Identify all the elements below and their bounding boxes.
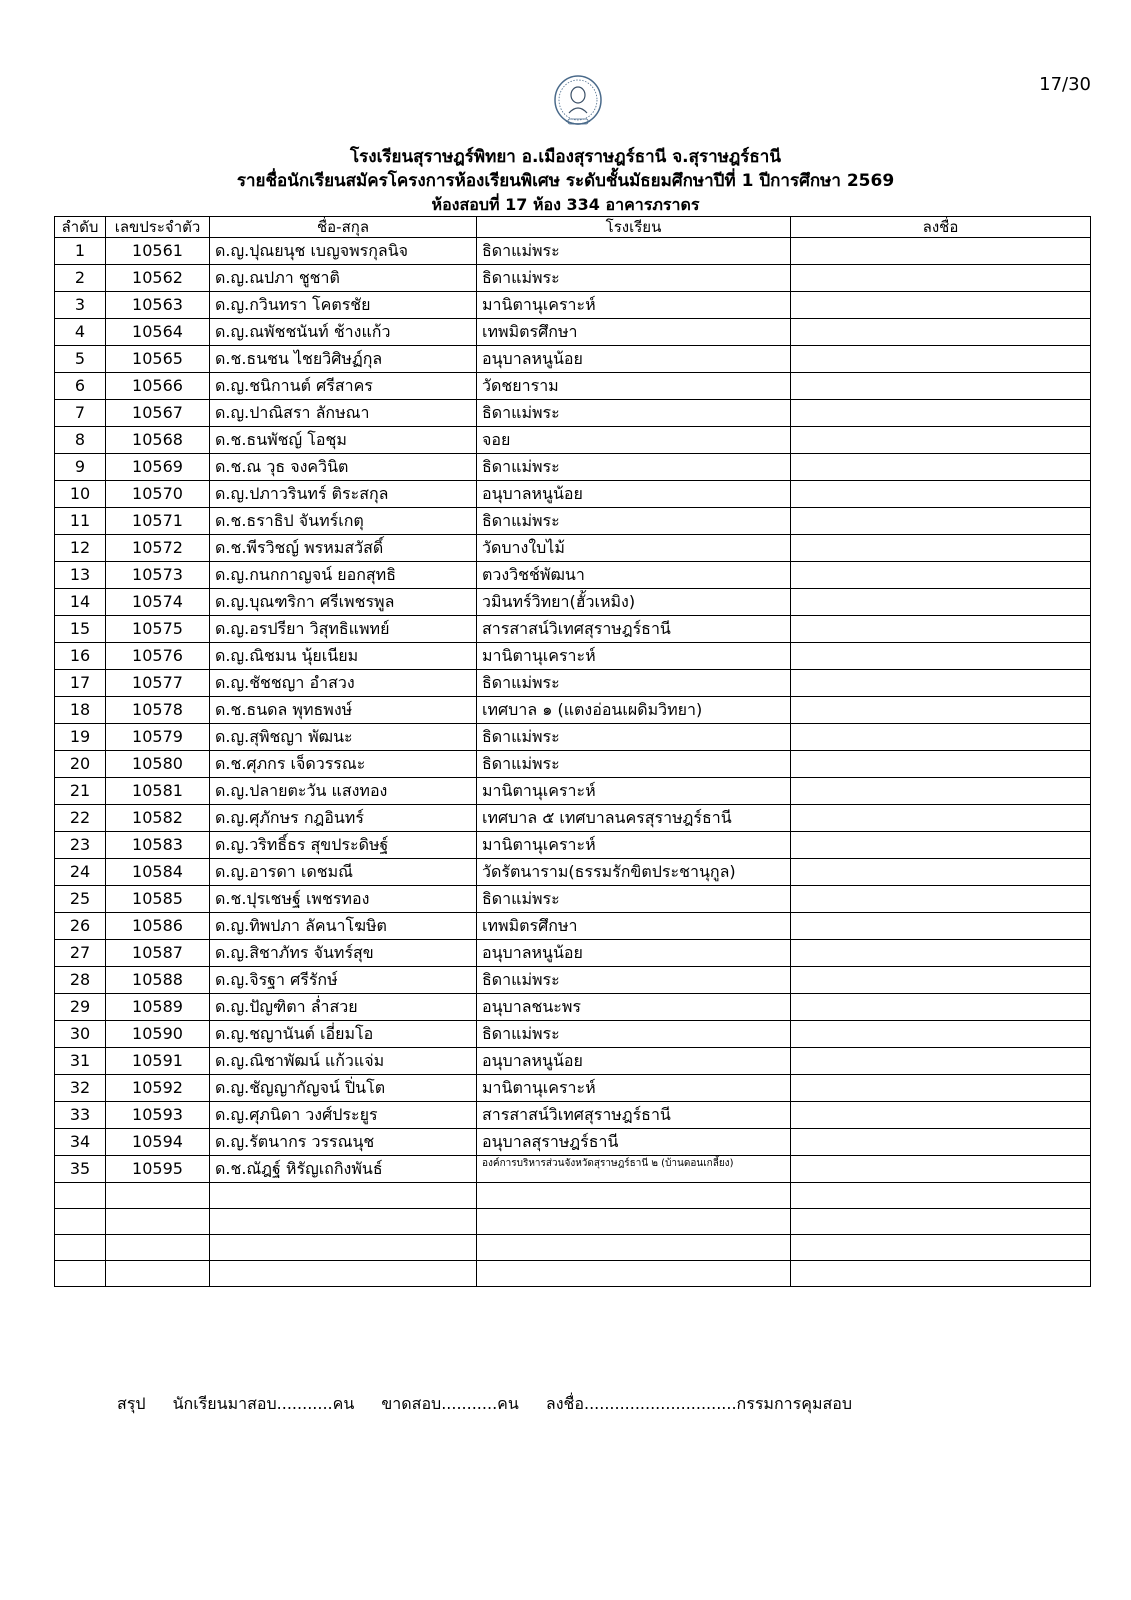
row-number: 16 (55, 643, 106, 670)
school-name: อนุบาลชนะพร (477, 994, 791, 1021)
row-number: 9 (55, 454, 106, 481)
student-id: 10561 (106, 238, 210, 265)
school-name: อนุบาลสุราษฎร์ธานี (477, 1129, 791, 1156)
student-name: ด.ญ.วริทธิ์ธร สุขประดิษฐ์ (210, 832, 477, 859)
student-id: 10565 (106, 346, 210, 373)
school-name: อนุบาลหนูน้อย (477, 481, 791, 508)
student-id: 10593 (106, 1102, 210, 1129)
signature-cell (791, 724, 1091, 751)
row-number: 10 (55, 481, 106, 508)
student-name (210, 1235, 477, 1261)
table-row (55, 319, 1091, 346)
row-number: 13 (55, 562, 106, 589)
signature-cell (791, 886, 1091, 913)
student-name: ด.ช.ปุรเชษฐ์ เพชรทอง (210, 886, 477, 913)
student-name: ด.ช.ธนชน ไชยวิศิษฏ์กุล (210, 346, 477, 373)
school-name: ธิดาแม่พระ (477, 751, 791, 778)
student-id: 10567 (106, 400, 210, 427)
student-name: ด.ญ.บุณฑริกา ศรีเพชรพูล (210, 589, 477, 616)
student-id: 10574 (106, 589, 210, 616)
school-name: สารสาสน์วิเทศสุราษฎร์ธานี (477, 1102, 791, 1129)
table-row (55, 589, 1091, 616)
student-name: ด.ญ.ปภาวรินทร์ ติระสกุล (210, 481, 477, 508)
student-id: 10577 (106, 670, 210, 697)
row-number: 32 (55, 1075, 106, 1102)
signature-cell (791, 319, 1091, 346)
student-id: 10582 (106, 805, 210, 832)
table-row (55, 940, 1091, 967)
signature-cell (791, 994, 1091, 1021)
row-number: 31 (55, 1048, 106, 1075)
school-name: ธิดาแม่พระ (477, 265, 791, 292)
student-name: ด.ญ.ปาณิสรา ลักษณา (210, 400, 477, 427)
student-name: ด.ญ.อรปรียา วิสุทธิแพทย์ (210, 616, 477, 643)
student-id: 10570 (106, 481, 210, 508)
table-row (55, 913, 1091, 940)
table-row (55, 1021, 1091, 1048)
signature-cell (791, 967, 1091, 994)
signature-cell (791, 1129, 1091, 1156)
student-name: ด.ช.ธนพัชญ์ โอชุม (210, 427, 477, 454)
signature-cell (791, 1156, 1091, 1183)
signature-cell (791, 1021, 1091, 1048)
signature-cell (791, 778, 1091, 805)
header-signature: ลงชื่อ (791, 217, 1091, 238)
page-number: 17/30 (1039, 74, 1091, 95)
student-id: 10585 (106, 886, 210, 913)
row-number: 26 (55, 913, 106, 940)
row-number: 21 (55, 778, 106, 805)
signature-cell (791, 805, 1091, 832)
signature-cell (791, 616, 1091, 643)
signature-cell (791, 427, 1091, 454)
table-row (55, 670, 1091, 697)
student-id: 10579 (106, 724, 210, 751)
student-id (106, 1261, 210, 1287)
student-name: ด.ญ.ปัญฑิตา ล่ำสวย (210, 994, 477, 1021)
summary-absent: ขาดสอบ...........คน (381, 1394, 519, 1413)
signature-cell (791, 508, 1091, 535)
school-name: จอย (477, 427, 791, 454)
row-number: 23 (55, 832, 106, 859)
school-name: มานิตานุเคราะห์ (477, 292, 791, 319)
student-id (106, 1209, 210, 1235)
signature-cell (791, 1261, 1091, 1287)
student-id: 10588 (106, 967, 210, 994)
table-row (55, 1048, 1091, 1075)
row-number: 25 (55, 886, 106, 913)
student-name: ด.ญ.ปุณยนุช เบญจพรกุลนิจ (210, 238, 477, 265)
row-number: 2 (55, 265, 106, 292)
row-number: 24 (55, 859, 106, 886)
row-number: 3 (55, 292, 106, 319)
student-id: 10584 (106, 859, 210, 886)
row-number: 5 (55, 346, 106, 373)
student-name: ด.ญ.สุพิชญา พัฒนะ (210, 724, 477, 751)
signature-cell (791, 832, 1091, 859)
table-row (55, 778, 1091, 805)
signature-cell (791, 859, 1091, 886)
student-name: ด.ญ.ณิชาพัฒน์ แก้วแจ่ม (210, 1048, 477, 1075)
school-name: วัดบางใบไม้ (477, 535, 791, 562)
table-row (55, 643, 1091, 670)
school-name: วมินทร์วิทยา(ฮั้วเหมิง) (477, 589, 791, 616)
table-row (55, 616, 1091, 643)
exam-room-heading: ห้องสอบที่ 17 ห้อง 334 อาคารภราดร (431, 195, 700, 214)
student-id: 10594 (106, 1129, 210, 1156)
signature-cell (791, 562, 1091, 589)
signature-cell (791, 1075, 1091, 1102)
row-number: 27 (55, 940, 106, 967)
signature-cell (791, 751, 1091, 778)
student-name: ด.ญ.ณปภา ชูชาติ (210, 265, 477, 292)
table-row (55, 1129, 1091, 1156)
school-name: ธิดาแม่พระ (477, 967, 791, 994)
student-id: 10563 (106, 292, 210, 319)
student-id: 10569 (106, 454, 210, 481)
row-number: 4 (55, 319, 106, 346)
table-row (55, 535, 1091, 562)
school-name (477, 1235, 791, 1261)
student-name (210, 1261, 477, 1287)
student-name: ด.ญ.สิชาภัทร จันทร์สุข (210, 940, 477, 967)
row-number: 19 (55, 724, 106, 751)
student-id: 10595 (106, 1156, 210, 1183)
student-name: ด.ญ.กวินทรา โคตรชัย (210, 292, 477, 319)
student-name: ด.ญ.ณิชมน นุ้ยเนียม (210, 643, 477, 670)
summary-present: นักเรียนมาสอบ...........คน (172, 1394, 355, 1413)
signature-cell (791, 1235, 1091, 1261)
table-row (55, 994, 1091, 1021)
school-name: เทศบาล ๑ (แตงอ่อนเผดิมวิทยา) (477, 697, 791, 724)
table-row (55, 346, 1091, 373)
school-name: องค์การบริหารส่วนจังหวัดสุราษฎร์ธานี ๒ (บ้านดอนเกลี้ยง) (477, 1156, 791, 1183)
signature-cell (791, 913, 1091, 940)
row-number (55, 1209, 106, 1235)
student-name (210, 1209, 477, 1235)
school-name: ตวงวิชช์พัฒนา (477, 562, 791, 589)
table-row (55, 373, 1091, 400)
student-id: 10571 (106, 508, 210, 535)
student-name: ด.ช.พีรวิชญ์ พรหมสวัสดิ์ (210, 535, 477, 562)
student-name: ด.ช.ธนดล พุทธพงษ์ (210, 697, 477, 724)
row-number: 17 (55, 670, 106, 697)
signature-cell (791, 589, 1091, 616)
school-name-heading: โรงเรียนสุราษฎร์พิทยา อ.เมืองสุราษฎร์ธานี จ.สุราษฎร์ธานี (350, 147, 781, 167)
student-id: 10564 (106, 319, 210, 346)
signature-cell (791, 940, 1091, 967)
summary-proctor-sign: ลงชื่อ..............................กรรมการคุมสอบ (545, 1394, 853, 1413)
school-name: มานิตานุเคราะห์ (477, 1075, 791, 1102)
school-name (477, 1183, 791, 1209)
row-number: 11 (55, 508, 106, 535)
student-roster-table (54, 216, 1091, 1287)
table-row (55, 508, 1091, 535)
school-name: ธิดาแม่พระ (477, 508, 791, 535)
row-number: 15 (55, 616, 106, 643)
student-id: 10591 (106, 1048, 210, 1075)
table-row (55, 967, 1091, 994)
row-number: 22 (55, 805, 106, 832)
student-id: 10583 (106, 832, 210, 859)
header-student-id: เลขประจำตัว (106, 217, 210, 238)
signature-cell (791, 292, 1091, 319)
signature-cell (791, 265, 1091, 292)
student-name: ด.ญ.อารดา เดชมณี (210, 859, 477, 886)
student-name: ด.ญ.รัตนากร วรรณนุช (210, 1129, 477, 1156)
row-number (55, 1183, 106, 1209)
table-row (55, 427, 1091, 454)
header-name: ชื่อ-สกุล (210, 217, 477, 238)
signature-cell (791, 400, 1091, 427)
school-name: วัดรัตนาราม(ธรรมรักขิตประชานุกูล) (477, 859, 791, 886)
school-name: ธิดาแม่พระ (477, 724, 791, 751)
row-number: 29 (55, 994, 106, 1021)
student-name: ด.ญ.จิรฐา ศรีรักษ์ (210, 967, 477, 994)
table-row (55, 1075, 1091, 1102)
student-id: 10581 (106, 778, 210, 805)
school-name: อนุบาลหนูน้อย (477, 1048, 791, 1075)
table-row (55, 886, 1091, 913)
table-row (55, 1209, 1091, 1235)
signature-cell (791, 1048, 1091, 1075)
signature-cell (791, 238, 1091, 265)
student-name: ด.ช.ธราธิป จันทร์เกตุ (210, 508, 477, 535)
signature-cell (791, 670, 1091, 697)
school-name: ธิดาแม่พระ (477, 454, 791, 481)
school-name (477, 1261, 791, 1287)
school-name: ธิดาแม่พระ (477, 1021, 791, 1048)
student-id: 10576 (106, 643, 210, 670)
table-row (55, 751, 1091, 778)
school-name: มานิตานุเคราะห์ (477, 778, 791, 805)
school-name: ธิดาแม่พระ (477, 670, 791, 697)
student-id: 10578 (106, 697, 210, 724)
signature-cell (791, 697, 1091, 724)
student-id: 10590 (106, 1021, 210, 1048)
row-number: 33 (55, 1102, 106, 1129)
row-number: 34 (55, 1129, 106, 1156)
student-name: ด.ช.ศุภกร เจ็ดวรรณะ (210, 751, 477, 778)
student-name: ด.ญ.ชญานันต์ เอี่ยมโอ (210, 1021, 477, 1048)
signature-cell (791, 481, 1091, 508)
row-number: 6 (55, 373, 106, 400)
student-id: 10562 (106, 265, 210, 292)
header-no: ลำดับ (55, 217, 106, 238)
student-name: ด.ช.ณ วุธ จงควินิต (210, 454, 477, 481)
row-number: 1 (55, 238, 106, 265)
row-number: 7 (55, 400, 106, 427)
school-name: อนุบาลหนูน้อย (477, 940, 791, 967)
table-row (55, 265, 1091, 292)
student-name: ด.ญ.ศุภักษร กฎอินทร์ (210, 805, 477, 832)
student-id: 10580 (106, 751, 210, 778)
student-id: 10587 (106, 940, 210, 967)
table-header-row (55, 217, 1091, 238)
student-id: 10589 (106, 994, 210, 1021)
signature-cell (791, 643, 1091, 670)
table-row (55, 1183, 1091, 1209)
student-id (106, 1235, 210, 1261)
student-id: 10573 (106, 562, 210, 589)
signature-cell (791, 1102, 1091, 1129)
row-number (55, 1235, 106, 1261)
student-name: ด.ญ.ปลายตะวัน แสงทอง (210, 778, 477, 805)
table-row (55, 805, 1091, 832)
student-id: 10575 (106, 616, 210, 643)
student-name: ด.ญ.ชัชชญา อำสวง (210, 670, 477, 697)
student-name: ด.ญ.ชนิกานต์ ศรีสาคร (210, 373, 477, 400)
signature-cell (791, 535, 1091, 562)
student-name: ด.ช.ณัฎฐ์ หิรัญเถกิงพันธ์ (210, 1156, 477, 1183)
header-school: โรงเรียน (477, 217, 791, 238)
student-id: 10586 (106, 913, 210, 940)
signature-cell (791, 373, 1091, 400)
school-name: มานิตานุเคราะห์ (477, 832, 791, 859)
table-row (55, 1102, 1091, 1129)
student-name: ด.ญ.ศุภนิดา วงศ์ประยูร (210, 1102, 477, 1129)
table-row (55, 1261, 1091, 1287)
row-number (55, 1261, 106, 1287)
school-name: เทพมิตรศึกษา (477, 913, 791, 940)
signature-cell (791, 346, 1091, 373)
school-name: ธิดาแม่พระ (477, 886, 791, 913)
row-number: 28 (55, 967, 106, 994)
school-name: เทพมิตรศึกษา (477, 319, 791, 346)
table-row (55, 1156, 1091, 1183)
table-row (55, 562, 1091, 589)
student-id: 10568 (106, 427, 210, 454)
student-name: ด.ญ.ทิพปภา ลัคนาโฆษิต (210, 913, 477, 940)
school-name: ธิดาแม่พระ (477, 400, 791, 427)
school-name: มานิตานุเคราะห์ (477, 643, 791, 670)
row-number: 30 (55, 1021, 106, 1048)
table-row (55, 454, 1091, 481)
exam-summary (117, 1392, 874, 1417)
school-name (477, 1209, 791, 1235)
table-row (55, 724, 1091, 751)
table-row (55, 697, 1091, 724)
student-id: 10592 (106, 1075, 210, 1102)
table-row (55, 832, 1091, 859)
table-row (55, 481, 1091, 508)
signature-cell (791, 1183, 1091, 1209)
row-number: 14 (55, 589, 106, 616)
row-number: 20 (55, 751, 106, 778)
student-id (106, 1183, 210, 1209)
school-name: ธิดาแม่พระ (477, 238, 791, 265)
row-number: 18 (55, 697, 106, 724)
school-name: เทศบาล ๕ เทศบาลนครสุราษฎร์ธานี (477, 805, 791, 832)
school-name: วัดชยาราม (477, 373, 791, 400)
signature-cell (791, 1209, 1091, 1235)
student-id: 10572 (106, 535, 210, 562)
student-name: ด.ญ.ชัญญากัญจน์ ปิ่นโต (210, 1075, 477, 1102)
school-logo (553, 73, 603, 131)
student-id: 10566 (106, 373, 210, 400)
row-number: 35 (55, 1156, 106, 1183)
row-number: 8 (55, 427, 106, 454)
school-name: สารสาสน์วิเทศสุราษฎร์ธานี (477, 616, 791, 643)
student-name (210, 1183, 477, 1209)
table-row (55, 859, 1091, 886)
school-name: อนุบาลหนูน้อย (477, 346, 791, 373)
table-row (55, 238, 1091, 265)
table-row (55, 292, 1091, 319)
table-row (55, 1235, 1091, 1261)
student-name: ด.ญ.ณพัชชนันท์ ช้างแก้ว (210, 319, 477, 346)
row-number: 12 (55, 535, 106, 562)
document-title: รายชื่อนักเรียนสมัครโครงการห้องเรียนพิเศษ ระดับชั้นมัธยมศึกษาปีที่ 1 ปีการศึกษา 2569 (236, 171, 895, 191)
signature-cell (791, 454, 1091, 481)
table-row (55, 400, 1091, 427)
student-name: ด.ญ.กนกกาญจน์ ยอกสุทธิ (210, 562, 477, 589)
summary-label: สรุป (117, 1394, 146, 1413)
